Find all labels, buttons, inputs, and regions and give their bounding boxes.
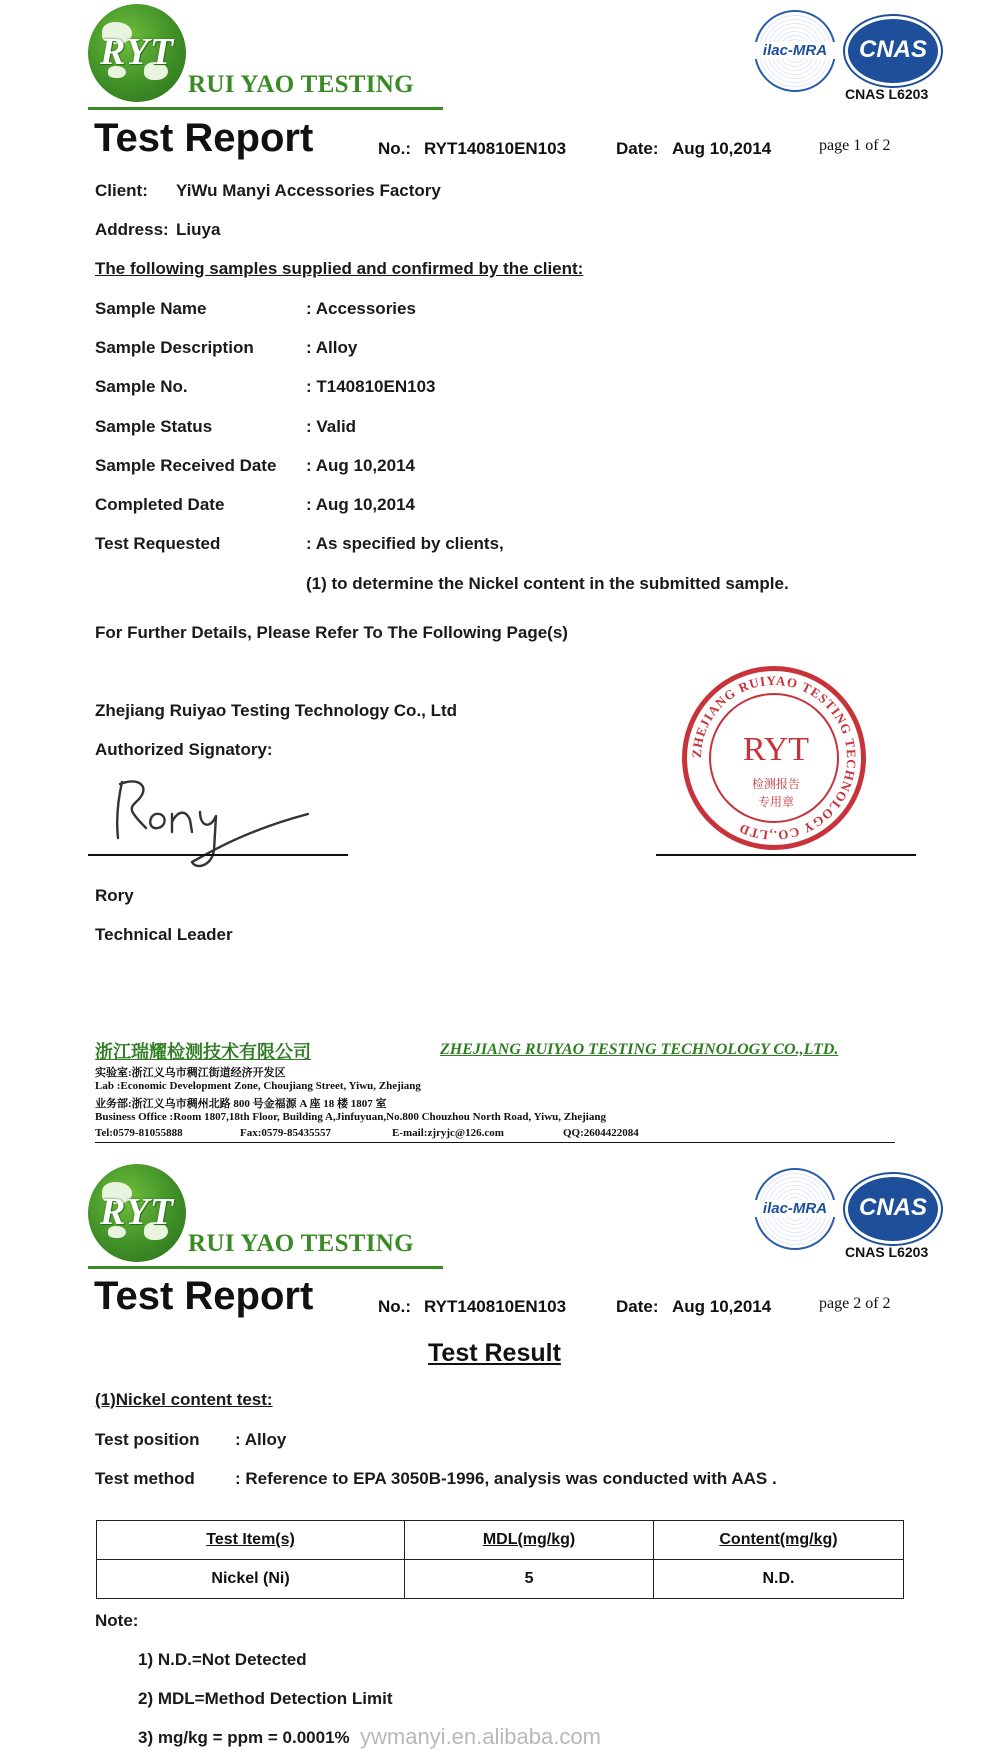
further-details: For Further Details, Please Refer To The Following Page(s) xyxy=(95,623,568,642)
table-header: Test Item(s) xyxy=(97,1521,405,1560)
logo-rule xyxy=(88,107,443,110)
report-date: Aug 10,2014 xyxy=(672,139,772,158)
client-value: YiWu Manyi Accessories Factory xyxy=(176,181,441,200)
report-no: RYT140810EN103 xyxy=(424,139,567,158)
field-value: : Aug 10,2014 xyxy=(306,495,415,514)
cnas-number: CNAS L6203 xyxy=(845,1244,929,1260)
table-cell: Nickel (Ni) xyxy=(97,1560,405,1599)
company-logo-name: RUI YAO TESTING xyxy=(188,1230,414,1257)
result-table xyxy=(96,1520,904,1599)
field-value: : As specified by clients, xyxy=(306,534,504,553)
seal-line-1: 检测报告 xyxy=(751,777,800,791)
logo-mark: RYT xyxy=(100,31,175,73)
note-label: Note: xyxy=(95,1611,139,1630)
footer-tel: Tel:0579-81055888 xyxy=(95,1127,183,1139)
field-label: Sample Status xyxy=(95,417,213,436)
ilac-mra-icon: ilac-MRA xyxy=(754,10,836,92)
seal-line-2: 专用章 xyxy=(757,795,794,809)
footer-lab-cn: 实验室:浙江义乌市稠江街道经济开发区 xyxy=(95,1067,286,1079)
seal-line xyxy=(656,854,916,856)
logo-rule xyxy=(88,1266,443,1269)
table-header-row xyxy=(97,1521,904,1560)
note-item: 2) MDL=Method Detection Limit xyxy=(138,1689,393,1708)
footer-qq: QQ:2604422084 xyxy=(563,1127,639,1139)
field-value: : Alloy xyxy=(306,338,358,357)
field-label: Sample No. xyxy=(95,377,188,396)
company-name: Zhejiang Ruiyao Testing Technology Co., Ltd xyxy=(95,701,458,720)
footer-rule xyxy=(95,1142,895,1143)
svg-text:ZHEJIANG RUIYAO TESTING TECHNO: ZHEJIANG RUIYAO TESTING TECHNOLOGY CO.,LTD xyxy=(688,672,860,844)
footer-company-cn: 浙江瑞耀检测技术有限公司 xyxy=(95,1042,311,1063)
position-value: : Alloy xyxy=(235,1430,287,1449)
cnas-logo-icon: CNAS xyxy=(845,1174,941,1244)
report-page-2 xyxy=(0,1150,1000,1759)
footer-email: E-mail:zjryjc@126.com xyxy=(392,1127,504,1139)
table-header: Content(mg/kg) xyxy=(653,1521,903,1560)
signer-title: Technical Leader xyxy=(95,925,233,944)
footer-office-en: Business Office :Room 1807,18th Floor, Building A,Jinfuyuan,No.800 Chouzhou North Road, Yiwu, Zhejiang xyxy=(95,1111,606,1123)
address-label: Address: xyxy=(95,220,169,239)
company-seal-icon xyxy=(682,666,866,850)
page-indicator: page 1 of 2 xyxy=(819,137,891,154)
seal-center: RYT xyxy=(742,731,810,768)
method-value: : Reference to EPA 3050B-1996, analysis was conducted with AAS . xyxy=(235,1469,777,1488)
samples-heading: The following samples supplied and confirmed by the client: xyxy=(95,259,584,278)
report-title: Test Report xyxy=(94,116,314,160)
report-date: Aug 10,2014 xyxy=(672,1297,772,1316)
report-title: Test Report xyxy=(94,1274,314,1318)
client-label: Client: xyxy=(95,181,148,200)
date-label: Date: xyxy=(616,1297,659,1316)
position-label: Test position xyxy=(95,1430,200,1449)
table-cell: 5 xyxy=(405,1560,654,1599)
table-row xyxy=(97,1560,904,1599)
test-heading: (1)Nickel content test: xyxy=(95,1390,273,1409)
footer-company-en: ZHEJIANG RUIYAO TESTING TECHNOLOGY CO.,LTD. xyxy=(440,1041,839,1058)
table-cell: N.D. xyxy=(653,1560,903,1599)
signature-line xyxy=(88,854,348,856)
watermark: ywmanyi.en.alibaba.com xyxy=(360,1724,601,1749)
report-no: RYT140810EN103 xyxy=(424,1297,567,1316)
field-value: : Aug 10,2014 xyxy=(306,456,415,475)
note-item: 1) N.D.=Not Detected xyxy=(138,1650,307,1669)
company-logo-name: RUI YAO TESTING xyxy=(188,71,414,98)
cnas-number: CNAS L6203 xyxy=(845,86,929,102)
field-label: Completed Date xyxy=(95,495,225,514)
field-value: : Accessories xyxy=(306,299,416,318)
footer-fax: Fax:0579-85435557 xyxy=(240,1127,332,1139)
address-value: Liuya xyxy=(176,220,221,239)
report-no-label: No.: xyxy=(378,1297,412,1316)
date-label: Date: xyxy=(616,139,659,158)
ilac-mra-icon: ilac-MRA xyxy=(754,1168,836,1250)
report-no-label: No.: xyxy=(378,139,412,158)
footer-office-cn: 业务部:浙江义乌市稠州北路 800 号金福源 A 座 18 楼 1807 室 xyxy=(95,1098,387,1110)
note-item: 3) mg/kg = ppm = 0.0001% xyxy=(138,1728,350,1747)
field-value: : Valid xyxy=(306,417,357,436)
table-header: MDL(mg/kg) xyxy=(405,1521,654,1560)
test-item-1: (1) to determine the Nickel content in the submitted sample. xyxy=(306,574,789,593)
authorized-signatory-label: Authorized Signatory: xyxy=(95,740,273,759)
field-value: : T140810EN103 xyxy=(306,377,436,396)
signer-name: Rory xyxy=(95,886,134,905)
field-label: Sample Received Date xyxy=(95,456,277,475)
section-title: Test Result xyxy=(428,1339,561,1367)
field-label: Sample Name xyxy=(95,299,207,318)
footer-lab-en: Lab :Economic Development Zone, Choujiang Street, Yiwu, Zhejiang xyxy=(95,1080,421,1092)
field-label: Sample Description xyxy=(95,338,254,357)
logo-mark: RYT xyxy=(100,1191,175,1233)
cnas-logo-icon: CNAS xyxy=(845,16,941,86)
field-label: Test Requested xyxy=(95,534,221,553)
page-indicator: page 2 of 2 xyxy=(819,1295,891,1312)
method-label: Test method xyxy=(95,1469,195,1488)
